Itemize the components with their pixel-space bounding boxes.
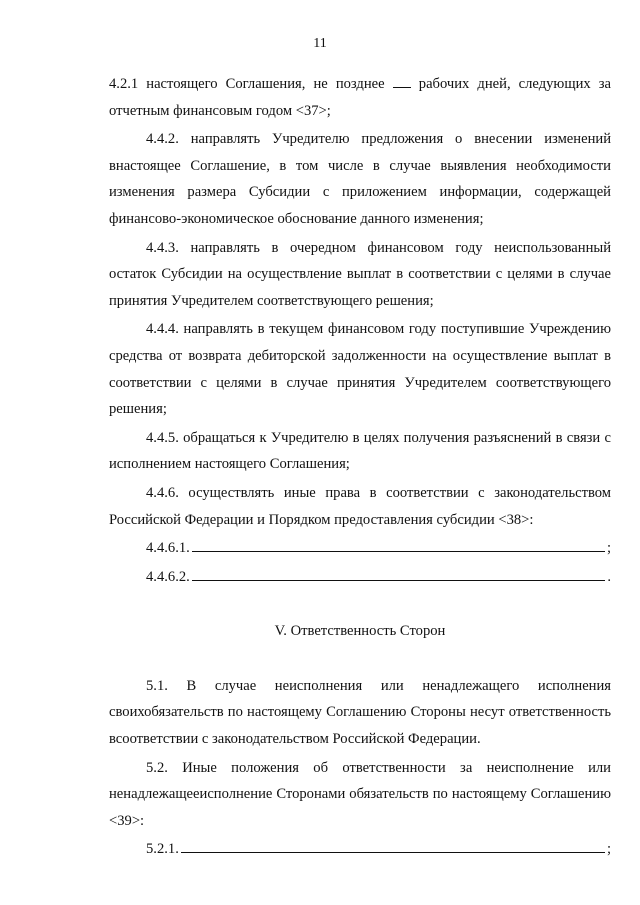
blank-field [393, 75, 411, 88]
paragraph-4-4-6: 4.4.6. осуществлять иные права в соответствии с законодательством Российской Федерации и Порядком предоставления субсидии <38>: [109, 484, 611, 528]
fill-line-4-4-6-2 [109, 564, 611, 591]
fill-end: ; [606, 841, 611, 858]
paragraph-4-4-3: 4.4.3. направлять в очередном финансовом году неиспользованный остаток Субсидии на осуществление выплат в соответствии с целями в случае принятия Учредителем соответствующего решения; [109, 239, 611, 309]
section-heading: V. Ответственность Сторон [274, 623, 446, 640]
fill-end: . [607, 568, 611, 585]
fill-label: 4.4.6.2. [146, 568, 190, 585]
paragraph-4-4-5: 4.4.5. обращаться к Учредителю в целях получения разъяснений в связи с исполнением настоящего Соглашения; [109, 429, 611, 473]
blank-line [192, 536, 605, 552]
text-segment: 4.2.1 настоящего Соглашения, не позднее [109, 76, 385, 92]
document-body [109, 71, 611, 865]
fill-label: 4.4.6.1. [146, 540, 190, 557]
paragraph-4-4-4: 4.4.4. направлять в текущем финансовом году поступившие Учреждению средства от возврата дебиторской задолженности на осуществление выплат в соответствии с целями в случае принятия Учредителем соответствующего решения; [109, 321, 611, 418]
fill-end: ; [606, 540, 611, 557]
blank-line [192, 565, 606, 581]
text-segment: рабочих дней, следующих за отчетным финансовым годом <37>; [109, 76, 611, 119]
paragraph-4-4-2: 4.4.2. направлять Учредителю предложения о внесении изменений внастоящее Соглашение, в том числе в случае выявления необходимости изменения размера Субсидии с приложением информации, содержащей финансово-экономическое обоснование данного изменения; [109, 131, 611, 227]
paragraph-5-1: 5.1. В случае неисполнения или ненадлежащего исполнения своихобязательств по настоящему Соглашению Стороны несут ответственность всоответствии с законодательством Российской Федерации. [109, 677, 611, 748]
blank-line [181, 837, 605, 853]
paragraph-5-2: 5.2. Иные положения об ответственности за неисполнение или ненадлежащееисполнение Сторонами обязательств по настоящему Соглашению <39>: [109, 759, 611, 829]
page-number: 11 [313, 36, 327, 51]
fill-line-4-4-6-1 [109, 535, 611, 562]
fill-line-5-2-1 [109, 836, 611, 863]
fill-label: 5.2.1. [146, 841, 179, 858]
paragraph-4-2-1-continuation [109, 71, 611, 124]
